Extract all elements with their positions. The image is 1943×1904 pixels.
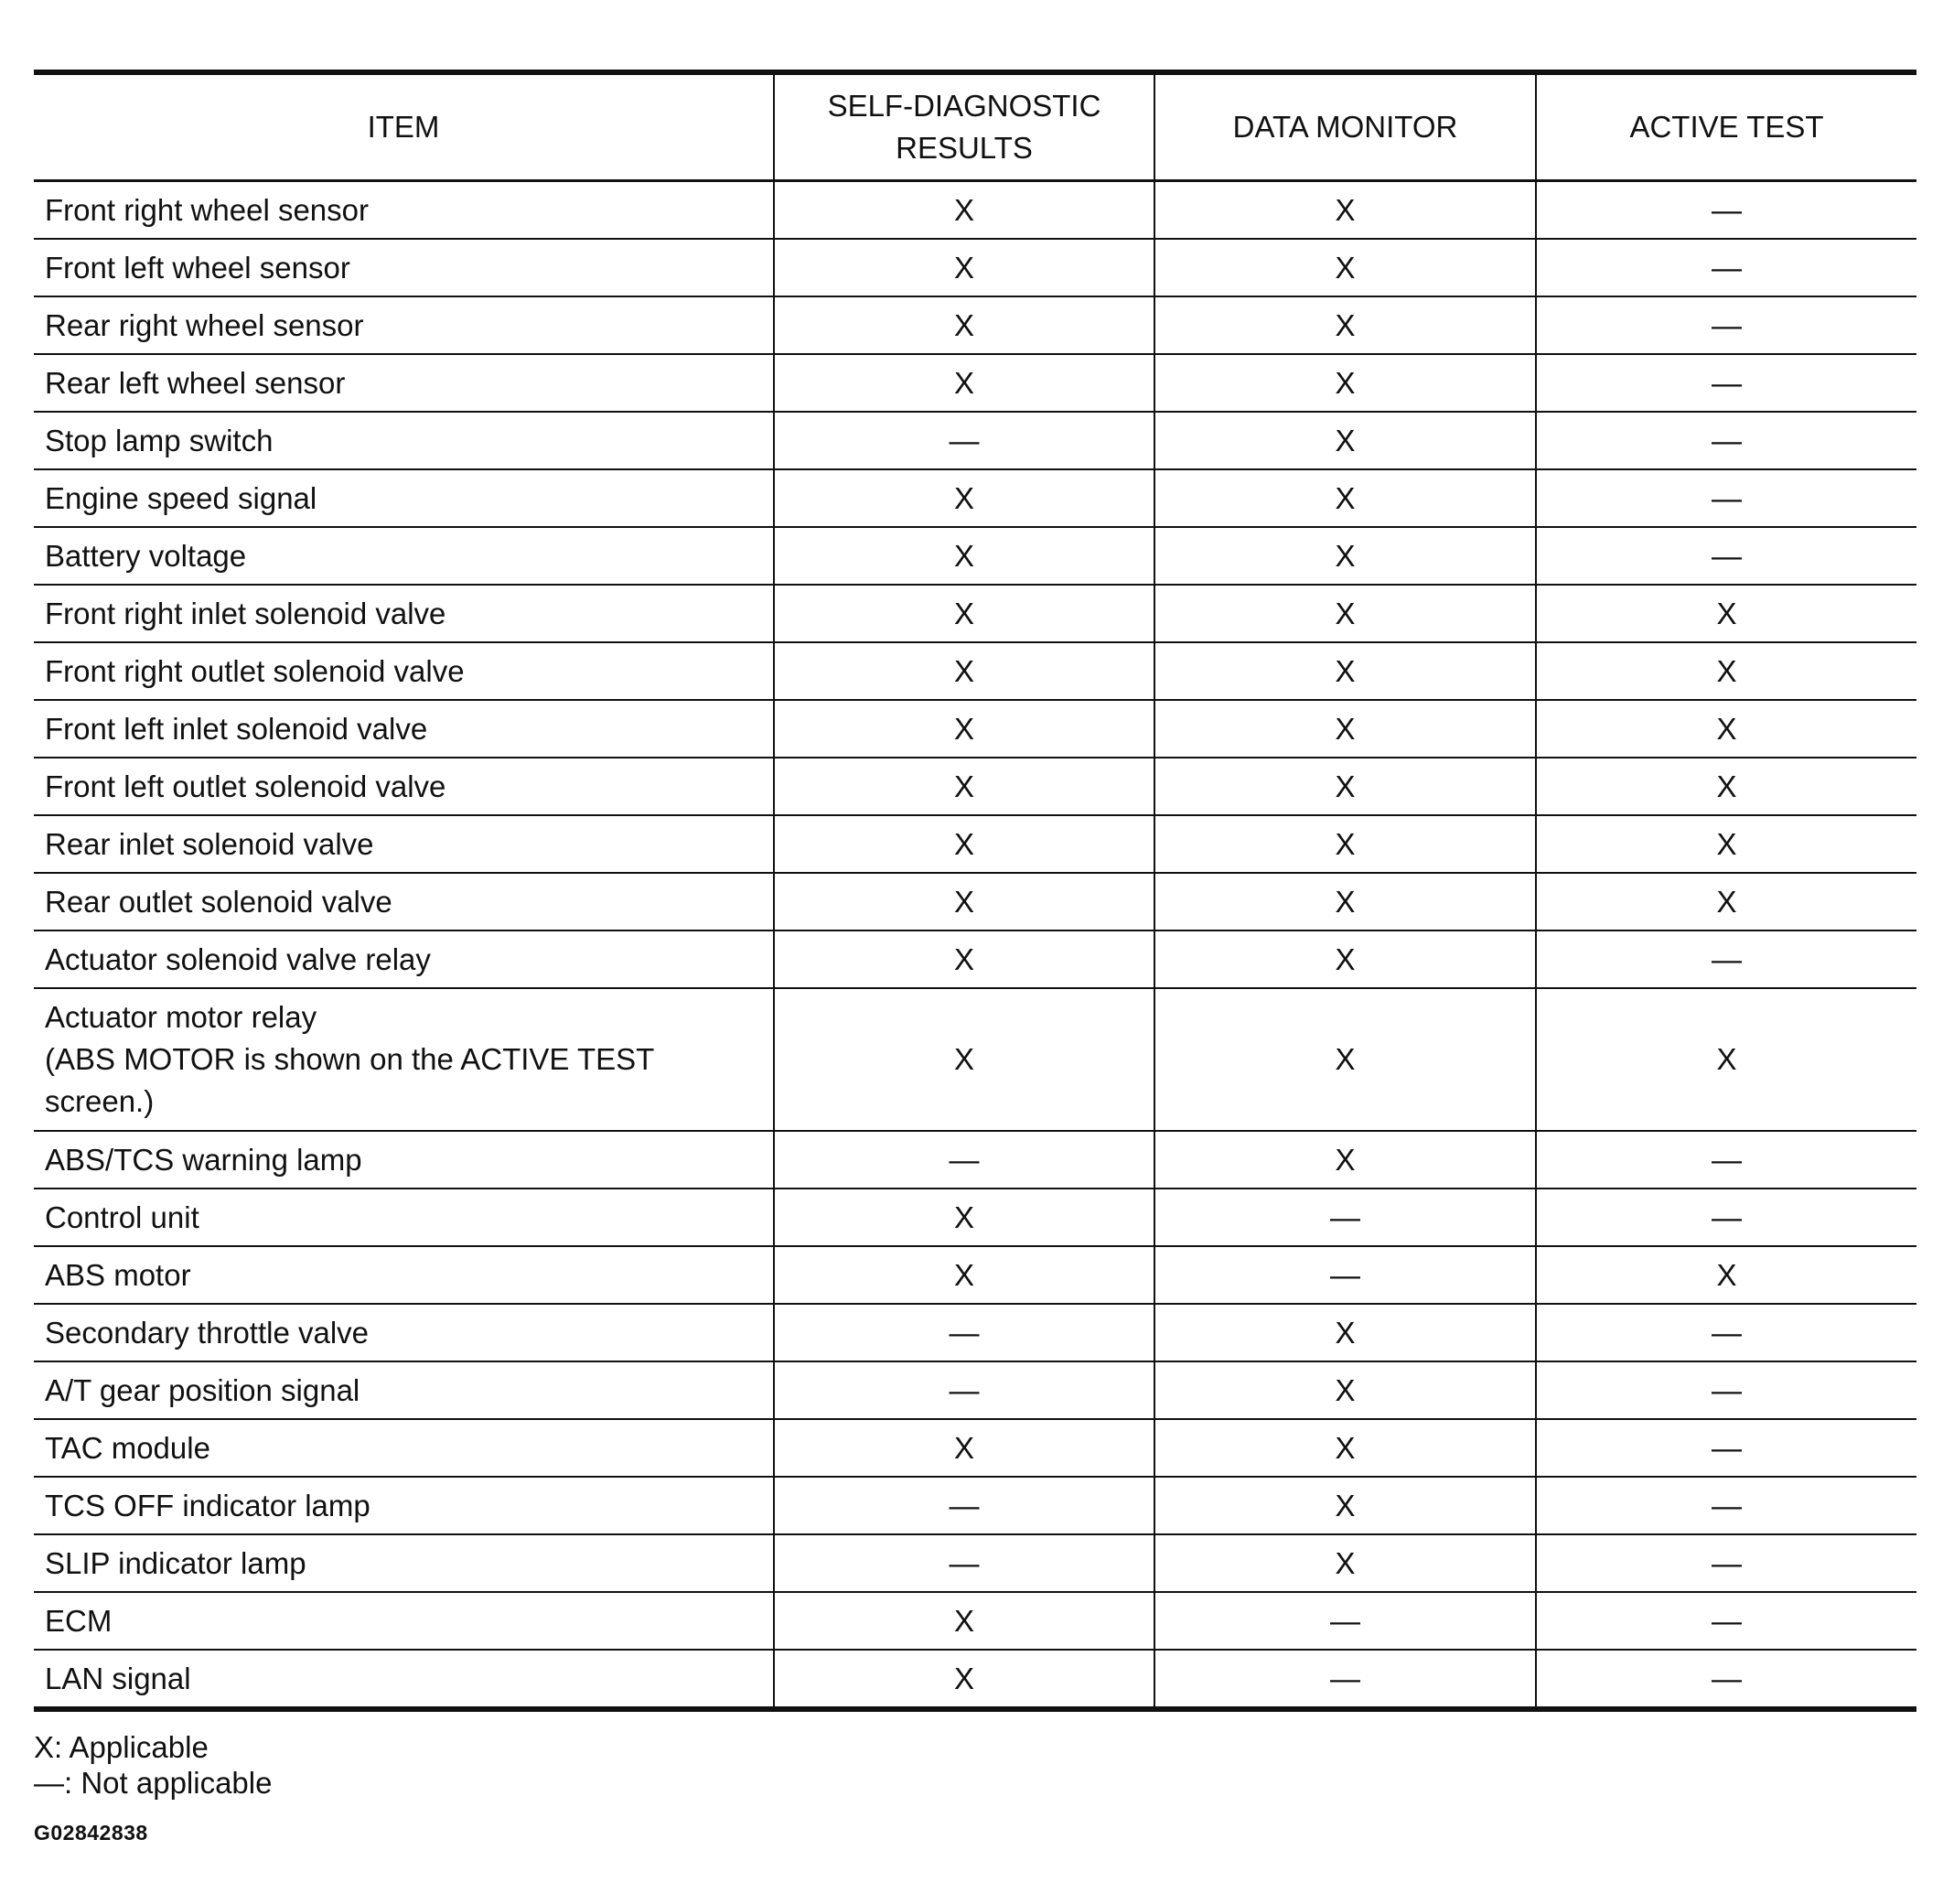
data-monitor-cell: X <box>1154 239 1536 296</box>
active-test-cell: X <box>1536 642 1916 700</box>
diagnosis-table <box>34 70 1916 1712</box>
data-monitor-cell: X <box>1154 873 1536 930</box>
active-test-cell: X <box>1536 988 1916 1131</box>
data-monitor-cell: X <box>1154 700 1536 758</box>
data-monitor-cell: X <box>1154 1361 1536 1419</box>
active-test-cell: X <box>1536 815 1916 873</box>
active-test-cell: — <box>1536 1131 1916 1189</box>
item-cell <box>34 1534 774 1592</box>
self-diagnostic-cell: X <box>774 469 1154 527</box>
item-text: Rear right wheel sensor <box>45 307 364 342</box>
item-cell <box>34 1477 774 1534</box>
table-row <box>34 700 1916 758</box>
self-diagnostic-cell: — <box>774 1131 1154 1189</box>
data-monitor-cell: X <box>1154 1304 1536 1361</box>
item-text: Front right wheel sensor <box>45 192 369 227</box>
self-diagnostic-cell: X <box>774 527 1154 585</box>
header-active-test: ACTIVE TEST <box>1536 72 1916 181</box>
self-diagnostic-cell: X <box>774 1592 1154 1650</box>
table-row <box>34 815 1916 873</box>
self-diagnostic-cell: X <box>774 1650 1154 1709</box>
self-diagnostic-cell: X <box>774 642 1154 700</box>
active-test-cell: — <box>1536 1477 1916 1534</box>
item-cell <box>34 1304 774 1361</box>
table-row <box>34 181 1916 240</box>
item-text: A/T gear position signal <box>45 1372 360 1407</box>
table-row <box>34 469 1916 527</box>
active-test-cell: — <box>1536 181 1916 240</box>
data-monitor-cell: X <box>1154 181 1536 240</box>
active-test-cell: — <box>1536 1534 1916 1592</box>
active-test-cell: — <box>1536 469 1916 527</box>
table-row <box>34 758 1916 815</box>
data-monitor-cell: — <box>1154 1650 1536 1709</box>
item-cell <box>34 642 774 700</box>
self-diagnostic-cell: X <box>774 930 1154 988</box>
self-diagnostic-cell: X <box>774 296 1154 354</box>
data-monitor-cell: X <box>1154 354 1536 412</box>
item-text: Rear left wheel sensor <box>45 365 346 400</box>
self-diagnostic-cell: X <box>774 700 1154 758</box>
item-cell <box>34 469 774 527</box>
self-diagnostic-cell: X <box>774 873 1154 930</box>
table-row <box>34 1650 1916 1709</box>
active-test-cell: — <box>1536 1189 1916 1246</box>
data-monitor-cell: X <box>1154 527 1536 585</box>
item-cell <box>34 758 774 815</box>
table-row <box>34 354 1916 412</box>
table-row <box>34 1189 1916 1246</box>
active-test-cell: X <box>1536 873 1916 930</box>
item-text: SLIP indicator lamp <box>45 1545 306 1580</box>
header-data-monitor: DATA MONITOR <box>1154 72 1536 181</box>
item-cell <box>34 412 774 469</box>
item-text: Battery voltage <box>45 538 247 573</box>
active-test-cell: — <box>1536 1650 1916 1709</box>
self-diagnostic-cell: X <box>774 815 1154 873</box>
item-cell <box>34 354 774 412</box>
data-monitor-cell: — <box>1154 1189 1536 1246</box>
data-monitor-cell: X <box>1154 1419 1536 1477</box>
active-test-cell: X <box>1536 1246 1916 1304</box>
item-text: screen.) <box>45 1084 155 1118</box>
active-test-cell: — <box>1536 1419 1916 1477</box>
item-text: Rear inlet solenoid valve <box>45 826 374 861</box>
legend-not-applicable: —: Not applicable <box>34 1766 273 1800</box>
item-cell <box>34 181 774 240</box>
self-diagnostic-cell: — <box>774 1304 1154 1361</box>
data-monitor-cell: X <box>1154 758 1536 815</box>
self-diagnostic-cell: X <box>774 988 1154 1131</box>
data-monitor-cell: X <box>1154 1534 1536 1592</box>
table-row <box>34 1361 1916 1419</box>
table-row <box>34 1304 1916 1361</box>
item-cell <box>34 1361 774 1419</box>
item-text: Front right outlet solenoid valve <box>45 653 465 688</box>
data-monitor-cell: X <box>1154 1477 1536 1534</box>
table-row <box>34 930 1916 988</box>
item-cell <box>34 1189 774 1246</box>
active-test-cell: — <box>1536 527 1916 585</box>
table-row <box>34 1592 1916 1650</box>
item-text: Secondary throttle valve <box>45 1315 370 1350</box>
item-cell <box>34 1592 774 1650</box>
diagnosis-table-container <box>34 70 1916 1712</box>
table-row <box>34 296 1916 354</box>
active-test-cell: X <box>1536 585 1916 642</box>
data-monitor-cell: X <box>1154 412 1536 469</box>
table-row <box>34 873 1916 930</box>
legend-applicable: X: Applicable <box>34 1730 209 1764</box>
data-monitor-cell: X <box>1154 930 1536 988</box>
table-row <box>34 412 1916 469</box>
table-row <box>34 585 1916 642</box>
item-cell <box>34 873 774 930</box>
self-diagnostic-cell: X <box>774 758 1154 815</box>
item-text: TCS OFF indicator lamp <box>45 1488 370 1522</box>
item-cell <box>34 1650 774 1709</box>
item-text: Stop lamp switch <box>45 423 274 457</box>
item-cell <box>34 296 774 354</box>
active-test-cell: X <box>1536 700 1916 758</box>
item-cell <box>34 815 774 873</box>
data-monitor-cell: — <box>1154 1246 1536 1304</box>
item-text: Rear outlet solenoid valve <box>45 884 392 919</box>
item-cell <box>34 1246 774 1304</box>
table-row <box>34 642 1916 700</box>
self-diagnostic-cell: — <box>774 412 1154 469</box>
item-cell <box>34 930 774 988</box>
header-self-diagnostic-line2: RESULTS <box>896 131 1033 165</box>
table-row <box>34 1419 1916 1477</box>
item-text: Actuator solenoid valve relay <box>45 941 431 976</box>
item-text: LAN signal <box>45 1661 191 1695</box>
header-self-diagnostic-line1: SELF-DIAGNOSTIC <box>827 89 1101 123</box>
header-self-diagnostic-results <box>774 72 1154 181</box>
table-row <box>34 1246 1916 1304</box>
item-cell <box>34 585 774 642</box>
item-cell <box>34 239 774 296</box>
table-row <box>34 1534 1916 1592</box>
item-text: (ABS MOTOR is shown on the ACTIVE TEST <box>45 1042 655 1076</box>
data-monitor-cell: — <box>1154 1592 1536 1650</box>
figure-code: G02842838 <box>34 1821 148 1845</box>
header-item: ITEM <box>34 72 774 181</box>
data-monitor-cell: X <box>1154 1131 1536 1189</box>
table-row <box>34 239 1916 296</box>
self-diagnostic-cell: — <box>774 1477 1154 1534</box>
item-cell <box>34 1131 774 1189</box>
data-monitor-cell: X <box>1154 642 1536 700</box>
data-monitor-cell: X <box>1154 988 1536 1131</box>
table-row <box>34 1131 1916 1189</box>
table-row <box>34 527 1916 585</box>
active-test-cell: — <box>1536 239 1916 296</box>
table-row <box>34 1477 1916 1534</box>
data-monitor-cell: X <box>1154 815 1536 873</box>
data-monitor-cell: X <box>1154 585 1536 642</box>
data-monitor-cell: X <box>1154 469 1536 527</box>
self-diagnostic-cell: X <box>774 585 1154 642</box>
item-cell <box>34 988 774 1131</box>
item-text: TAC module <box>45 1430 210 1465</box>
self-diagnostic-cell: X <box>774 239 1154 296</box>
item-text: Actuator motor relay <box>45 1000 317 1034</box>
data-monitor-cell: X <box>1154 296 1536 354</box>
header-row <box>34 72 1916 181</box>
item-text: Front left wheel sensor <box>45 250 350 285</box>
self-diagnostic-cell: X <box>774 1419 1154 1477</box>
table-row <box>34 988 1916 1131</box>
active-test-cell: — <box>1536 296 1916 354</box>
self-diagnostic-cell: — <box>774 1534 1154 1592</box>
item-text: Control unit <box>45 1199 199 1234</box>
item-text: Front right inlet solenoid valve <box>45 596 446 630</box>
item-text: Engine speed signal <box>45 480 317 515</box>
active-test-cell: — <box>1536 354 1916 412</box>
legend <box>34 1729 272 1801</box>
active-test-cell: — <box>1536 1304 1916 1361</box>
active-test-cell: — <box>1536 412 1916 469</box>
item-cell <box>34 527 774 585</box>
item-cell <box>34 700 774 758</box>
self-diagnostic-cell: X <box>774 354 1154 412</box>
active-test-cell: X <box>1536 758 1916 815</box>
self-diagnostic-cell: X <box>774 1246 1154 1304</box>
item-text: Front left inlet solenoid valve <box>45 711 428 746</box>
active-test-cell: — <box>1536 1361 1916 1419</box>
item-text: ABS motor <box>45 1257 191 1292</box>
item-cell <box>34 1419 774 1477</box>
active-test-cell: — <box>1536 1592 1916 1650</box>
self-diagnostic-cell: X <box>774 1189 1154 1246</box>
item-text: ECM <box>45 1603 113 1638</box>
table-body <box>34 181 1916 1710</box>
self-diagnostic-cell: X <box>774 181 1154 240</box>
item-text: Front left outlet solenoid valve <box>45 769 446 803</box>
item-text: ABS/TCS warning lamp <box>45 1142 362 1177</box>
active-test-cell: — <box>1536 930 1916 988</box>
self-diagnostic-cell: — <box>774 1361 1154 1419</box>
